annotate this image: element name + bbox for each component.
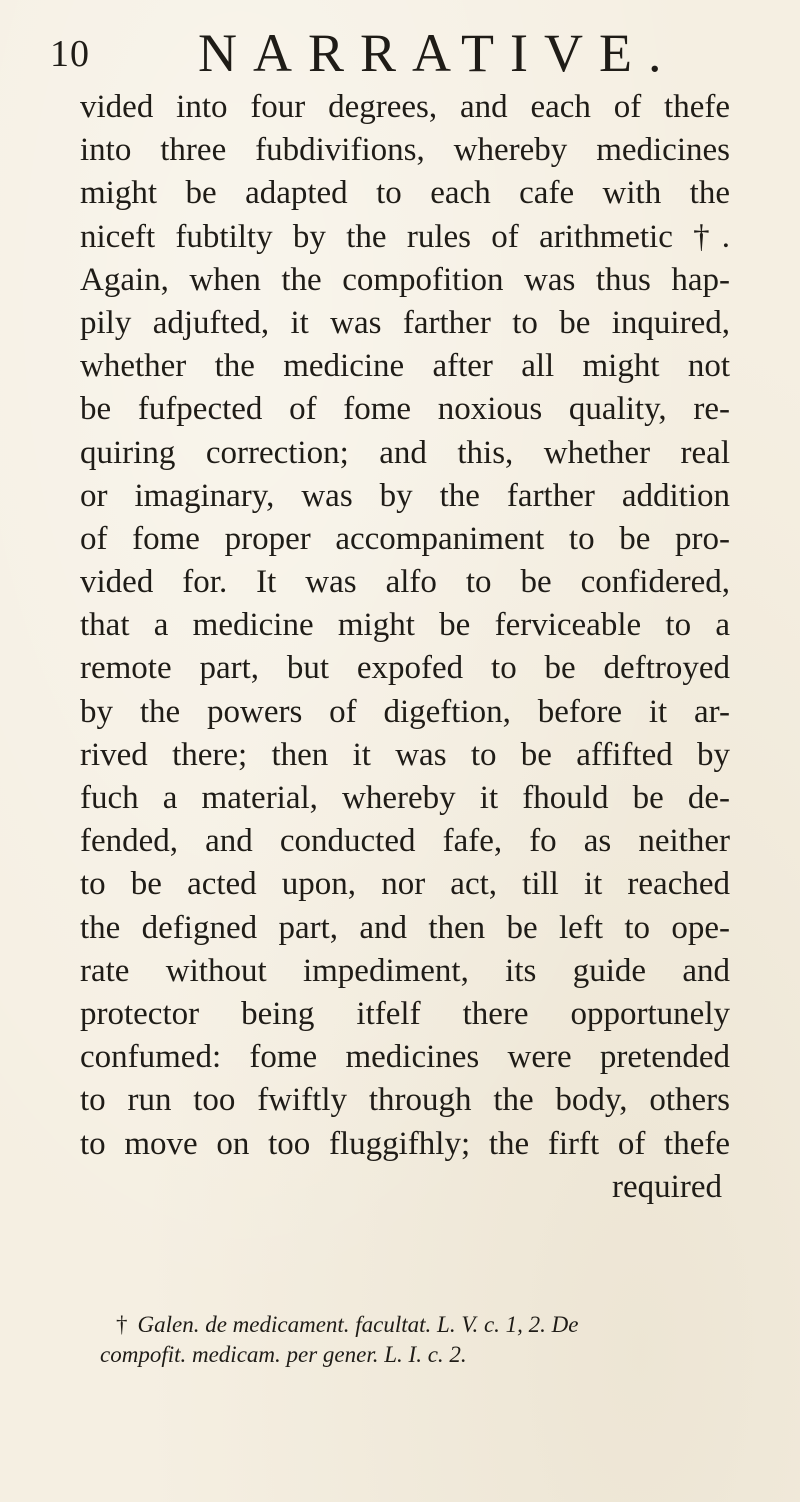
text-line: quiring correction; and this, whether real (80, 434, 730, 471)
footnote-citation-2: compofit. medicam. per gener. L. I. c. 2. (100, 1342, 467, 1367)
text-line: confumed: fome medicines were pretended (80, 1039, 730, 1076)
page-number: 10 (50, 33, 90, 75)
text-line: pily adjufted, it was farther to be inquired, (80, 304, 730, 341)
text-line: that a medicine might be ferviceable to a (80, 607, 730, 644)
text-line: might be adapted to each cafe with the (80, 175, 730, 212)
text-line: protector being itfelf there opportunely (80, 995, 730, 1032)
text-line: remote part, but expofed to be deftroyed (80, 650, 730, 687)
catchword: required (612, 1168, 722, 1205)
text-line: fuch a material, whereby it fhould be de- (80, 780, 730, 816)
body-text (80, 86, 730, 1209)
text-line: of fome proper accompaniment to be pro- (80, 520, 730, 557)
text-line: into three fubdivifions, whereby medicines (80, 132, 730, 169)
text-line: the defigned part, and then be left to ope- (80, 909, 730, 946)
running-head: NARRATIVE. (198, 23, 678, 83)
footnote-citation-1: Galen. de medicament. facultat. L. V. c. 1, 2. De (137, 1312, 579, 1337)
footnote-line (100, 1310, 720, 1340)
text-line: niceft fubtilty by the rules of arithmetic †. (80, 218, 730, 255)
text-line: vided for. It was alfo to be confidered, (80, 564, 730, 601)
text-line: whether the medicine after all might not (80, 348, 730, 385)
footnote-dagger: † (116, 1312, 128, 1337)
text-line: to run too fwiftly through the body, others (80, 1082, 730, 1119)
text-line: rived there; then it was to be affifted by (80, 736, 730, 773)
text-line: to be acted upon, nor act, till it reached (80, 866, 730, 903)
text-line: Again, when the compofition was thus hap- (80, 261, 730, 298)
text-line: to move on too fluggifhly; the firft of thefe (80, 1125, 730, 1162)
text-line: fended, and conducted fafe, fo as neither (80, 823, 730, 860)
text-line: by the powers of digeftion, before it ar- (80, 693, 730, 730)
text-line: or imaginary, was by the farther addition (80, 477, 730, 514)
page-header (50, 22, 750, 82)
text-line: be fufpected of fome noxious quality, re- (80, 391, 730, 428)
footnotes (100, 1310, 720, 1370)
text-line: vided into four degrees, and each of thefe (80, 89, 730, 125)
text-line: rate without impediment, its guide and (80, 952, 730, 989)
